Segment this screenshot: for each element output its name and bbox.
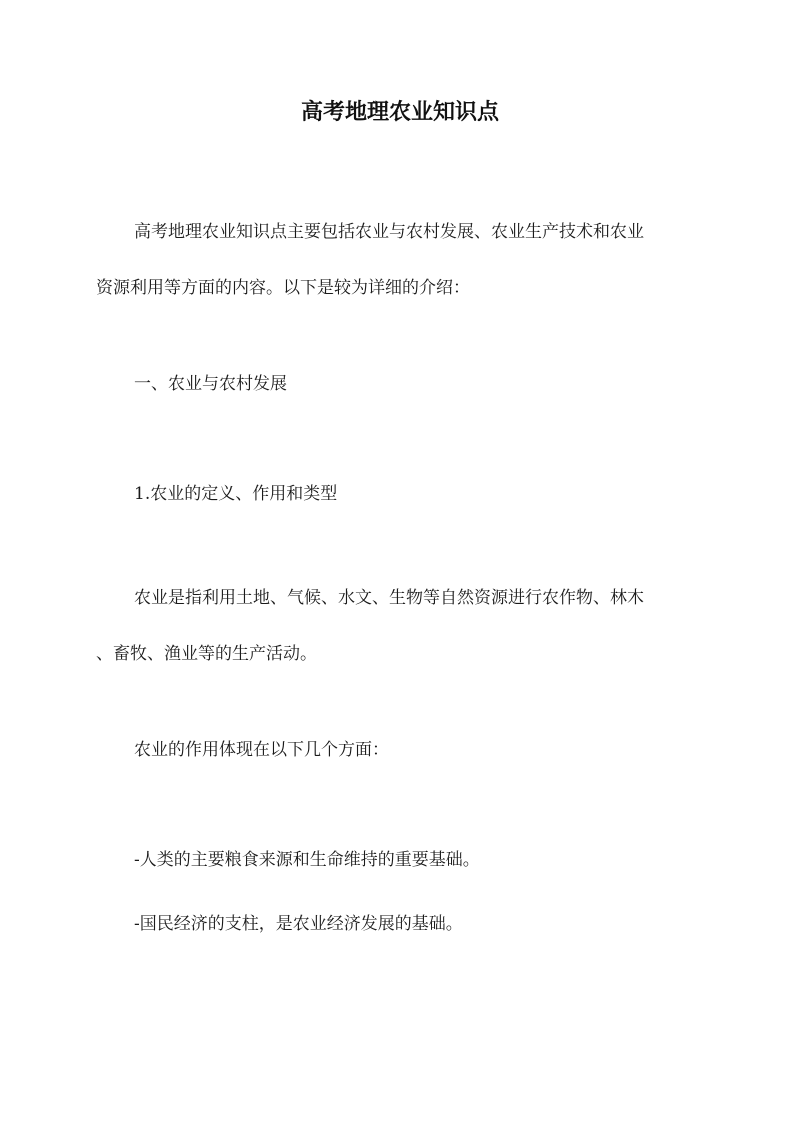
intro-line-1: 高考地理农业知识点主要包括农业与农村发展、农业生产技术和农业 [134, 222, 644, 242]
subsection-heading-1 [96, 466, 706, 522]
intro-paragraph [96, 204, 706, 316]
role-list-item-1 [96, 832, 706, 888]
intro-line-2: 资源利用等方面的内容。以下是较为详细的介绍： [96, 278, 470, 298]
section-heading-1-text: 一、农业与农村发展 [134, 374, 287, 394]
section-heading-1 [96, 356, 706, 412]
role-list-item-2 [96, 896, 706, 952]
document-title: 高考地理农业知识点 [300, 99, 499, 125]
role-list-item-2-text: -国民经济的支柱，是农业经济发展的基础。 [134, 914, 463, 934]
role-intro-paragraph [96, 722, 706, 778]
definition-line-1: 农业是指利用土地、气候、水文、生物等自然资源进行农作物、林木 [134, 588, 644, 608]
role-list-item-1-text: -人类的主要粮食来源和生命维持的重要基础。 [134, 850, 480, 870]
definition-line-2: 、畜牧、渔业等的生产活动。 [96, 644, 317, 664]
role-intro-text: 农业的作用体现在以下几个方面： [134, 740, 389, 760]
subsection-heading-1-text: 1.农业的定义、作用和类型 [134, 484, 338, 504]
definition-paragraph [96, 570, 706, 682]
